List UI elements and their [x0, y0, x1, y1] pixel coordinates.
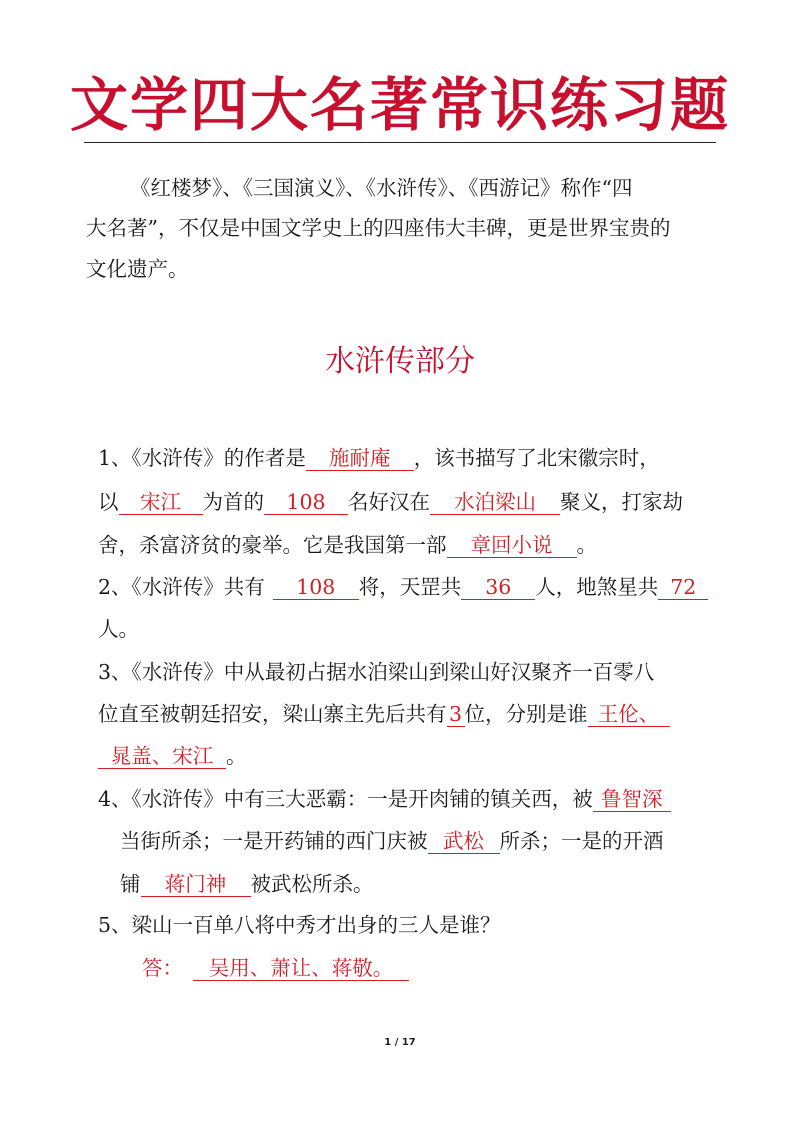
q2-line-1: [98, 572, 708, 602]
q1-text-d: 为首的: [202, 490, 264, 514]
q5-answer-label: 答：: [142, 956, 183, 980]
q1-text-h: 。: [576, 533, 597, 557]
q5-question: 5、梁山一百单八将中秀才出身的三人是谁？: [98, 913, 501, 937]
section-title: 水浒传部分: [325, 344, 475, 379]
q2-answer-total: 108: [273, 575, 359, 600]
title-divider: [84, 142, 716, 143]
q3-line-1: 3、《水浒传》中从最初占据水泊梁山到梁山好汉聚齐一百零八: [98, 660, 655, 684]
q3-text-c: 位，分别是谁: [464, 702, 588, 726]
q4-text-d: 铺: [120, 872, 141, 896]
q4-text-a: 4、《水浒传》中有三大恶霸：一是开肉铺的镇关西，被: [98, 787, 593, 811]
page-number: 1 / 17: [384, 1037, 416, 1048]
q2-text-c: 人，地煞星共: [535, 575, 659, 599]
q3-answer-count: 3: [447, 702, 465, 727]
q2-text-b: 将，天罡共: [358, 575, 462, 599]
q1-text-c: 以: [98, 490, 119, 514]
q1-text-f: 聚义，打家劫: [560, 490, 683, 514]
q1-text-g: 舍，杀富济贫的豪举。它是我国第一部: [98, 533, 447, 557]
q1-text-a: 1、《水浒传》的作者是: [98, 446, 306, 470]
q1-answer-count: 108: [264, 490, 348, 515]
q4-answer-lu-zhishen: 鲁智深: [593, 787, 671, 812]
q2-text-a: 2、《水浒传》共有: [98, 575, 265, 599]
intro-line-3: 文化遗产。: [86, 257, 189, 281]
q4-text-c: 所杀；一是的开酒: [499, 829, 664, 853]
q4-text-b: 当街所杀；一是开药铺的西门庆被: [120, 829, 428, 853]
q1-answer-genre: 章回小说: [447, 533, 577, 558]
intro-line-1: 《红楼梦》、《三国演义》、《水浒传》、《西游记》称作“四: [130, 176, 633, 200]
q4-line-3: [120, 869, 374, 899]
q1-text-b: ，该书描写了北宋徽宗时，: [413, 446, 660, 470]
q1-line-3: [98, 530, 597, 560]
q3-line-2: [98, 699, 670, 729]
q1-line-1: [98, 443, 660, 473]
document-title: 文学四大名著常识练习题: [69, 71, 730, 139]
q4-text-e: 被武松所杀。: [250, 872, 374, 896]
q1-answer-leader: 宋江: [119, 490, 203, 515]
q3-answer-names-part2: 晁盖、宋江: [98, 744, 226, 769]
q2-answer-tiangang: 36: [461, 575, 535, 600]
intro-line-2: 大名著”，不仅是中国文学史上的四座伟大丰碑，更是世界宝贵的: [86, 216, 671, 240]
q1-text-e: 名好汉在: [348, 490, 430, 514]
q2-answer-disha: 72: [658, 575, 708, 600]
q3-answer-names-part1: 王伦、: [588, 702, 670, 727]
q5-answer-line: [142, 953, 409, 983]
q1-answer-place: 水泊梁山: [430, 490, 560, 515]
q1-line-2: [98, 487, 683, 517]
q4-answer-wu-song: 武松: [428, 829, 500, 854]
q3-text-d: 。: [226, 744, 247, 768]
q4-answer-jiang-menshen: 蒋门神: [141, 872, 251, 897]
q4-line-1: [98, 784, 671, 814]
q4-line-2: [120, 826, 664, 856]
q3-line-3: [98, 741, 247, 771]
q3-text-b: 位直至被朝廷招安，梁山寨主先后共有: [98, 702, 447, 726]
q2-line-2: 人。: [98, 617, 139, 641]
q5-answer: 吴用、萧让、蒋敬。: [193, 956, 409, 981]
q1-answer-author: 施耐庵: [306, 446, 414, 471]
